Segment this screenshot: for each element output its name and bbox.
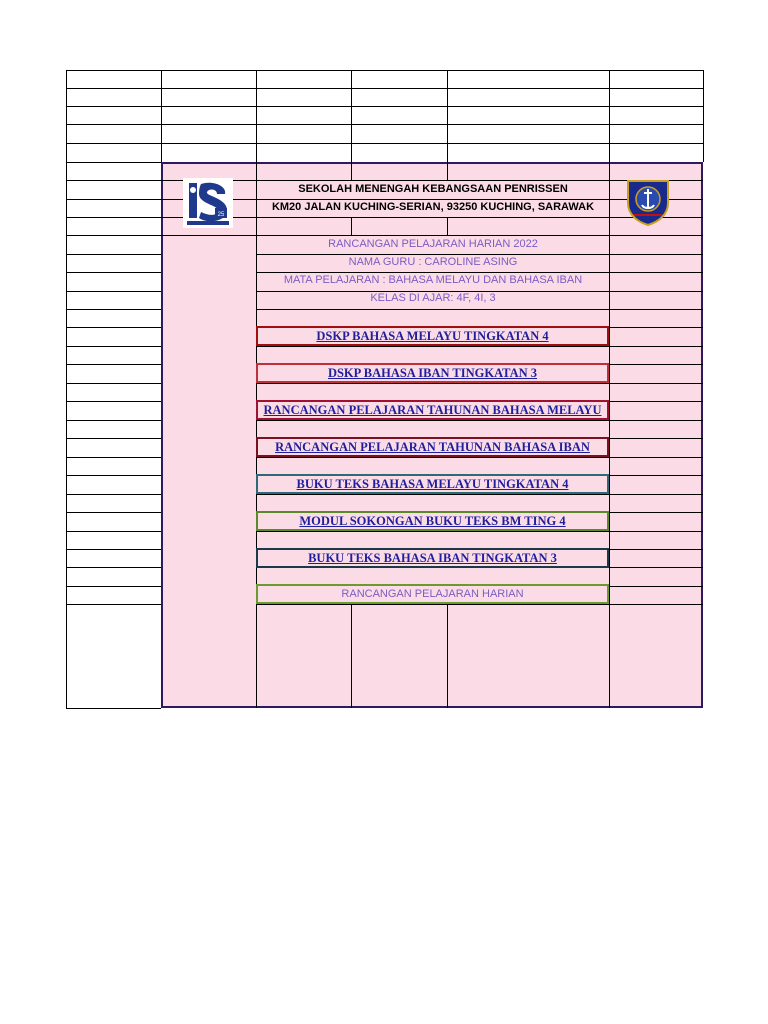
- inner-grid-line: [256, 604, 703, 605]
- grid-line: [66, 272, 161, 273]
- inner-grid-line: [256, 272, 703, 273]
- grid-line: [66, 494, 161, 495]
- classes-line: KELAS DI AJAR: 4F, 4I, 3: [370, 292, 496, 304]
- grid-line: [66, 327, 161, 328]
- grid-line: [66, 199, 161, 200]
- inner-grid-line: [256, 235, 703, 236]
- grid-line: [66, 254, 161, 255]
- grid-line: [609, 70, 610, 162]
- school-logo-icon: [183, 178, 233, 228]
- link-label[interactable]: BUKU TEKS BAHASA IBAN TINGKATAN 3: [308, 550, 557, 565]
- link-label[interactable]: RANCANGAN PELAJARAN HARIAN: [341, 588, 524, 600]
- grid-line: [66, 124, 161, 125]
- grid-line: [66, 586, 161, 587]
- link-modul-bm-t4[interactable]: [256, 511, 609, 531]
- grid-line: [66, 235, 161, 236]
- grid-line: [66, 106, 161, 107]
- grid-line: [66, 88, 161, 89]
- inner-grid-line: [256, 254, 703, 255]
- grid-line: [66, 70, 67, 162]
- grid-line: [161, 70, 162, 162]
- link-label[interactable]: DSKP BAHASA IBAN TINGKATAN 3: [327, 365, 538, 380]
- grid-line: [66, 438, 161, 439]
- grid-line: [66, 420, 161, 421]
- link-rph[interactable]: [256, 584, 609, 604]
- inner-grid-line: [256, 494, 703, 495]
- inner-grid-line: [256, 346, 703, 347]
- link-buku-teks-iban-t3[interactable]: [256, 548, 609, 568]
- grid-line: [66, 512, 161, 513]
- link-rpt-bm[interactable]: [256, 400, 609, 420]
- grid-line: [66, 401, 161, 402]
- grid-line: [66, 180, 161, 181]
- plan-title: RANCANGAN PELAJARAN HARIAN 2022: [328, 238, 538, 250]
- inner-grid-line: [351, 604, 352, 708]
- inner-grid-line: [256, 420, 703, 421]
- inner-grid-line: [256, 457, 703, 458]
- grid-line: [66, 383, 161, 384]
- link-label[interactable]: RANCANGAN PELAJARAN TAHUNAN BAHASA IBAN: [275, 439, 590, 454]
- grid-line: [66, 549, 161, 550]
- inner-grid-line: [256, 383, 703, 384]
- inner-grid-line: [256, 309, 703, 310]
- grid-line: [66, 567, 161, 568]
- link-label[interactable]: MODUL SOKONGAN BUKU TEKS BM TING 4: [299, 513, 566, 528]
- link-label[interactable]: BUKU TEKS BAHASA MELAYU TINGKATAN 4: [296, 476, 569, 491]
- svg-text:25: 25: [217, 212, 225, 218]
- grid-line: [66, 457, 161, 458]
- inner-grid-line: [447, 162, 448, 180]
- inner-grid-line: [161, 235, 256, 236]
- grid-line: [66, 346, 161, 347]
- link-rpt-iban[interactable]: [256, 437, 609, 457]
- grid-line: [66, 70, 161, 71]
- grid-line: [66, 162, 67, 708]
- inner-grid-line: [256, 531, 703, 532]
- grid-line: [66, 475, 161, 476]
- grid-line: [66, 217, 161, 218]
- grid-line: [703, 70, 704, 162]
- inner-grid-line: [447, 217, 448, 235]
- inner-grid-line: [351, 217, 352, 235]
- inner-grid-line: [609, 162, 610, 708]
- grid-line: [66, 364, 161, 365]
- grid-line: [256, 70, 257, 162]
- link-buku-teks-bm-t4[interactable]: [256, 474, 609, 494]
- teacher-name: NAMA GURU : CAROLINE ASING: [348, 256, 518, 268]
- inner-grid-line: [447, 604, 448, 708]
- grid-line: [351, 70, 352, 162]
- grid-line: [66, 291, 161, 292]
- subject-line: MATA PELAJARAN : BAHASA MELAYU DAN BAHASA IBAN: [283, 274, 583, 286]
- grid-line: [66, 708, 161, 709]
- link-dskp-bm-t4[interactable]: [256, 326, 609, 346]
- grid-line: [66, 162, 161, 163]
- link-label[interactable]: DSKP BAHASA MELAYU TINGKATAN 4: [316, 328, 549, 343]
- grid-line: [66, 604, 161, 605]
- school-address: KM20 JALAN KUCHING-SERIAN, 93250 KUCHING, SARAWAK: [271, 201, 595, 213]
- inner-grid-line: [351, 162, 352, 180]
- school-name: SEKOLAH MENENGAH KEBANGSAAN PENRISSEN: [298, 183, 568, 195]
- crest-logo-icon: [624, 177, 672, 227]
- grid-line: [66, 309, 161, 310]
- grid-line: [66, 531, 161, 532]
- link-dskp-iban-t3[interactable]: [256, 363, 609, 383]
- grid-line: [66, 143, 161, 144]
- link-label[interactable]: RANCANGAN PELAJARAN TAHUNAN BAHASA MELAYU: [263, 402, 602, 417]
- grid-line: [447, 70, 448, 162]
